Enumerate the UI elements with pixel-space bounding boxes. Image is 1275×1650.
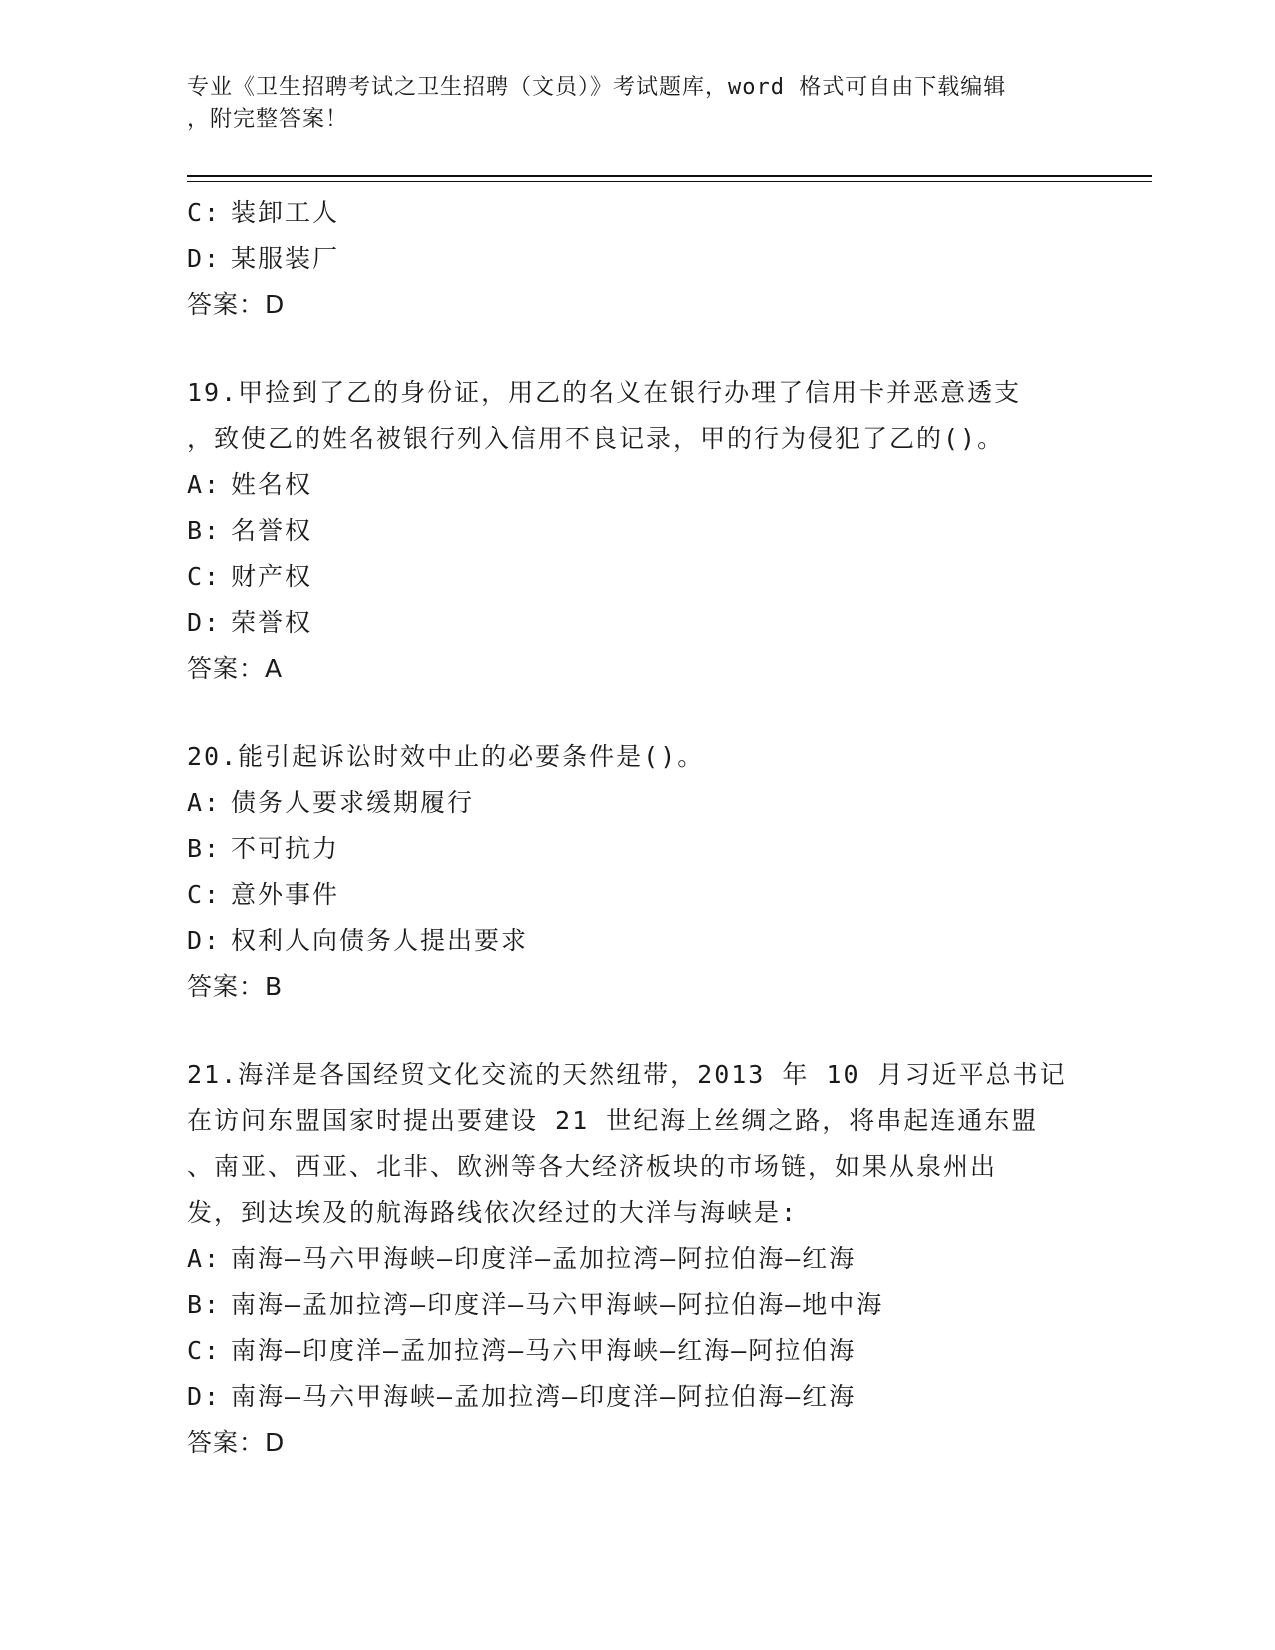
option-key: B: xyxy=(187,1290,222,1319)
option-text: 意外事件 xyxy=(231,880,340,909)
answer-line xyxy=(187,1420,1087,1466)
option-key: C: xyxy=(187,1336,222,1365)
option-item xyxy=(187,918,1087,964)
option-key: C: xyxy=(187,198,222,227)
stem-line: 在访问东盟国家时提出要建设 21 世纪海上丝绸之路，将串起连通东盟 xyxy=(187,1106,1039,1135)
option-item xyxy=(187,872,1087,918)
option-key: A: xyxy=(187,1244,222,1273)
header-line-2: ，附完整答案！ xyxy=(187,107,349,132)
option-key: A: xyxy=(187,788,222,817)
option-text: 南海—马六甲海峡—孟加拉湾—印度洋—阿拉伯海—红海 xyxy=(231,1382,857,1411)
stem-line: ，致使乙的姓名被银行列入信用不良记录，甲的行为侵犯了乙的()。 xyxy=(187,424,1005,453)
answer-line xyxy=(187,964,1087,1010)
header-line-1: 专业《卫生招聘考试之卫生招聘（文员）》考试题库，word 格式可自由下载编辑 xyxy=(187,75,1007,100)
option-key: C: xyxy=(187,880,222,909)
option-key: D: xyxy=(187,926,222,955)
answer-label: 答案： xyxy=(187,290,266,319)
option-key: C: xyxy=(187,562,222,591)
answer-label: 答案： xyxy=(187,972,266,1001)
answer-value: B xyxy=(265,972,284,1001)
option-item xyxy=(187,1328,1087,1374)
question-20 xyxy=(187,734,1087,1010)
question-stem xyxy=(187,370,1087,462)
option-text: 姓名权 xyxy=(231,470,313,499)
stem-line: 20.能引起诉讼时效中止的必要条件是()。 xyxy=(187,742,705,771)
option-item xyxy=(187,780,1087,826)
question-stem xyxy=(187,734,1087,780)
question-21 xyxy=(187,1052,1087,1466)
option-text: 南海—印度洋—孟加拉湾—马六甲海峡—红海—阿拉伯海 xyxy=(231,1336,857,1365)
question-19 xyxy=(187,370,1087,692)
option-key: B: xyxy=(187,516,222,545)
stem-line: 19.甲捡到了乙的身份证，用乙的名义在银行办理了信用卡并恶意透支 xyxy=(187,378,1022,407)
option-item xyxy=(187,1236,1087,1282)
option-item xyxy=(187,554,1087,600)
answer-label: 答案： xyxy=(187,1428,266,1457)
option-text: 南海—马六甲海峡—印度洋—孟加拉湾—阿拉伯海—红海 xyxy=(231,1244,857,1273)
option-item xyxy=(187,462,1087,508)
option-item xyxy=(187,600,1087,646)
continued-question xyxy=(187,190,1087,328)
option-key: D: xyxy=(187,1382,222,1411)
option-item xyxy=(187,190,1087,236)
question-content xyxy=(187,190,1087,1466)
option-text: 荣誉权 xyxy=(231,608,313,637)
option-text: 权利人向债务人提出要求 xyxy=(231,926,529,955)
option-text: 装卸工人 xyxy=(231,198,340,227)
option-key: B: xyxy=(187,834,222,863)
option-text: 财产权 xyxy=(231,562,313,591)
option-key: D: xyxy=(187,244,222,273)
question-stem xyxy=(187,1052,1087,1236)
option-item xyxy=(187,508,1087,554)
option-item xyxy=(187,1374,1087,1420)
option-item xyxy=(187,236,1087,282)
answer-label: 答案： xyxy=(187,654,266,683)
option-key: A: xyxy=(187,470,222,499)
answer-value: D xyxy=(265,290,286,319)
stem-line: 、南亚、西亚、北非、欧洲等各大经济板块的市场链，如果从泉州出 xyxy=(187,1152,998,1181)
option-text: 南海—孟加拉湾—印度洋—马六甲海峡—阿拉伯海—地中海 xyxy=(231,1290,884,1319)
option-item xyxy=(187,1282,1087,1328)
stem-line: 发，到达埃及的航海路线依次经过的大洋与海峡是: xyxy=(187,1198,799,1227)
option-key: D: xyxy=(187,608,222,637)
answer-line xyxy=(187,282,1087,328)
answer-value: D xyxy=(265,1428,286,1457)
answer-line xyxy=(187,646,1087,692)
option-text: 名誉权 xyxy=(231,516,313,545)
answer-value: A xyxy=(265,654,284,683)
option-text: 债务人要求缓期履行 xyxy=(231,788,475,817)
stem-line: 21.海洋是各国经贸文化交流的天然纽带，2013 年 10 月习近平总书记 xyxy=(187,1060,1067,1089)
option-text: 某服装厂 xyxy=(231,244,340,273)
header-rule-thin xyxy=(187,181,1152,182)
option-item xyxy=(187,826,1087,872)
document-header xyxy=(187,72,1067,136)
header-rule-thick xyxy=(187,175,1152,177)
option-text: 不可抗力 xyxy=(231,834,340,863)
